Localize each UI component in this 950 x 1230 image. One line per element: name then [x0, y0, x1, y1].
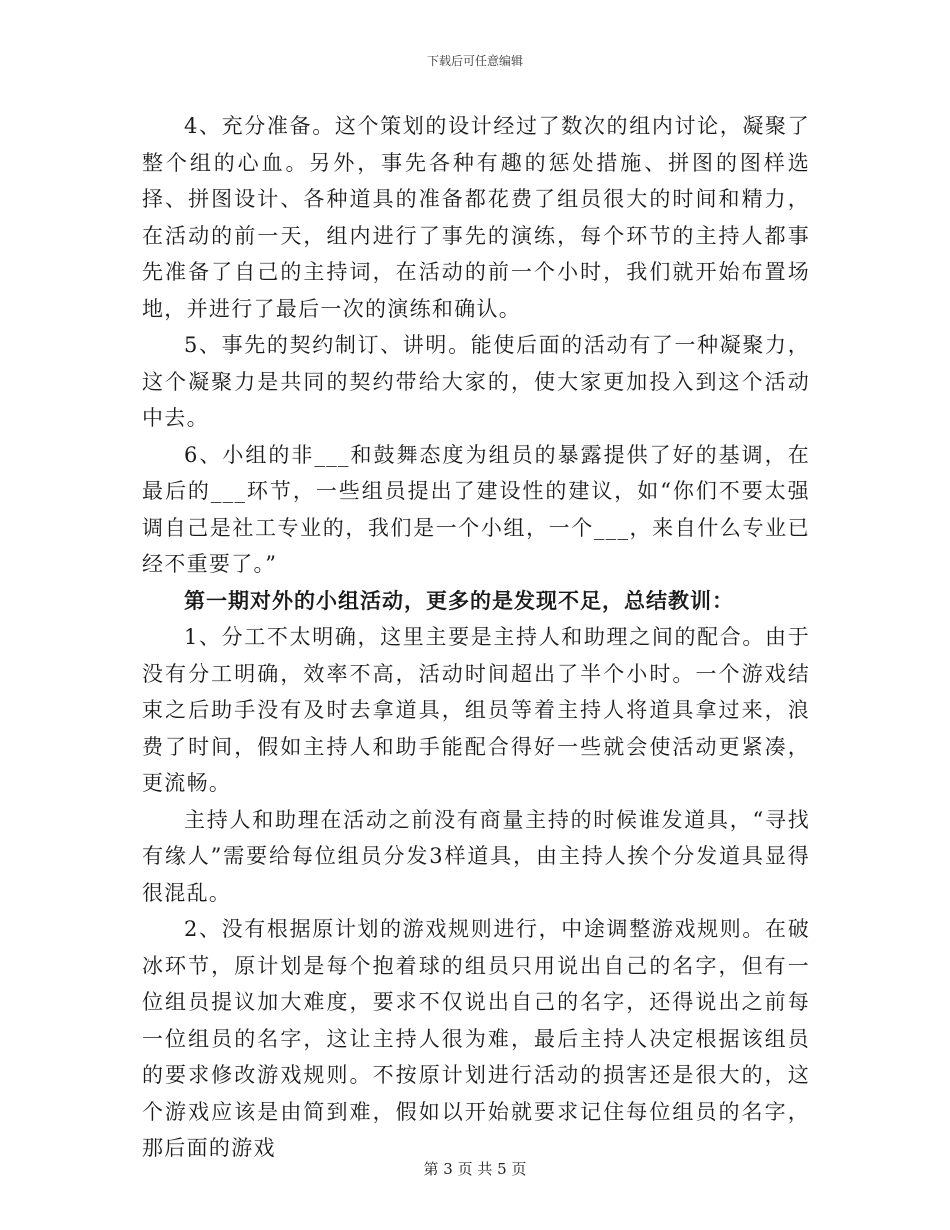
- paragraph-5-contract: 5、事先的契约制订、讲明。能使后面的活动有了一种凝聚力，这个凝聚力是共同的契约带给大家的，使大家更加投入到这个活动中去。: [142, 333, 810, 430]
- page-header: 下载后可任意编辑: [426, 54, 523, 68]
- paragraph-props-distribution: 主持人和助理在活动之前没有商量主持的时候谁发道具，“寻找有缘人”需要给每位组员分发3样道具，由主持人挨个分发道具显得很混乱。: [142, 807, 810, 905]
- section-heading-lessons: 第一期对外的小组活动，更多的是发现不足，总结教训：: [184, 587, 734, 613]
- paragraph-6-attitude: 6、小组的非___和鼓舞态度为组员的暴露提供了好的基调，在最后的___环节，一些组员提出了建设性的建议，如“你们不要太强调自己是社工专业的，我们是一个小组，一个___，来自什么专业已经不重要了。”: [142, 442, 810, 576]
- paragraph-1-division-of-labor: 1、分工不太明确，这里主要是主持人和助理之间的配合。由于没有分工明确，效率不高，活动时间超出了半个小时。一个游戏结束之后助手没有及时去拿道具，组员等着主持人将道具拿过来，浪费了时间，假如主持人和助手能配合得好一些就会使活动更紧凑，更流畅。: [142, 625, 810, 795]
- paragraph-4-preparation: 4、充分准备。这个策划的设计经过了数次的组内讨论，凝聚了整个组的心血。另外，事先各种有趣的惩处措施、拼图的图样选择、拼图设计、各种道具的准备都花费了组员很大的时间和精力，在活动的前一天，组内进行了事先的演练，每个环节的主持人都事先准备了自己的主持词，在活动的前一个小时，我们就开始布置场地，并进行了最后一次的演练和确认。: [142, 114, 810, 321]
- document-body: [142, 108, 810, 1167]
- page-footer: 第 3 页 共 5 页: [423, 1160, 527, 1178]
- paragraph-2-rule-change: 2、没有根据原计划的游戏规则进行，中途调整游戏规则。在破冰环节，原计划是每个抱着球的组员只用说出自己的名字，但有一位组员提议加大难度，要求不仅说出自己的名字，还得说出之前每一位组员的名字，这让主持人很为难，最后主持人决定根据该组员的要求修改游戏规则。不按原计划进行活动的损害还是很大的，这个游戏应该是由简到难，假如以开始就要求记住每位组员的名字，那后面的游戏: [142, 917, 810, 1160]
